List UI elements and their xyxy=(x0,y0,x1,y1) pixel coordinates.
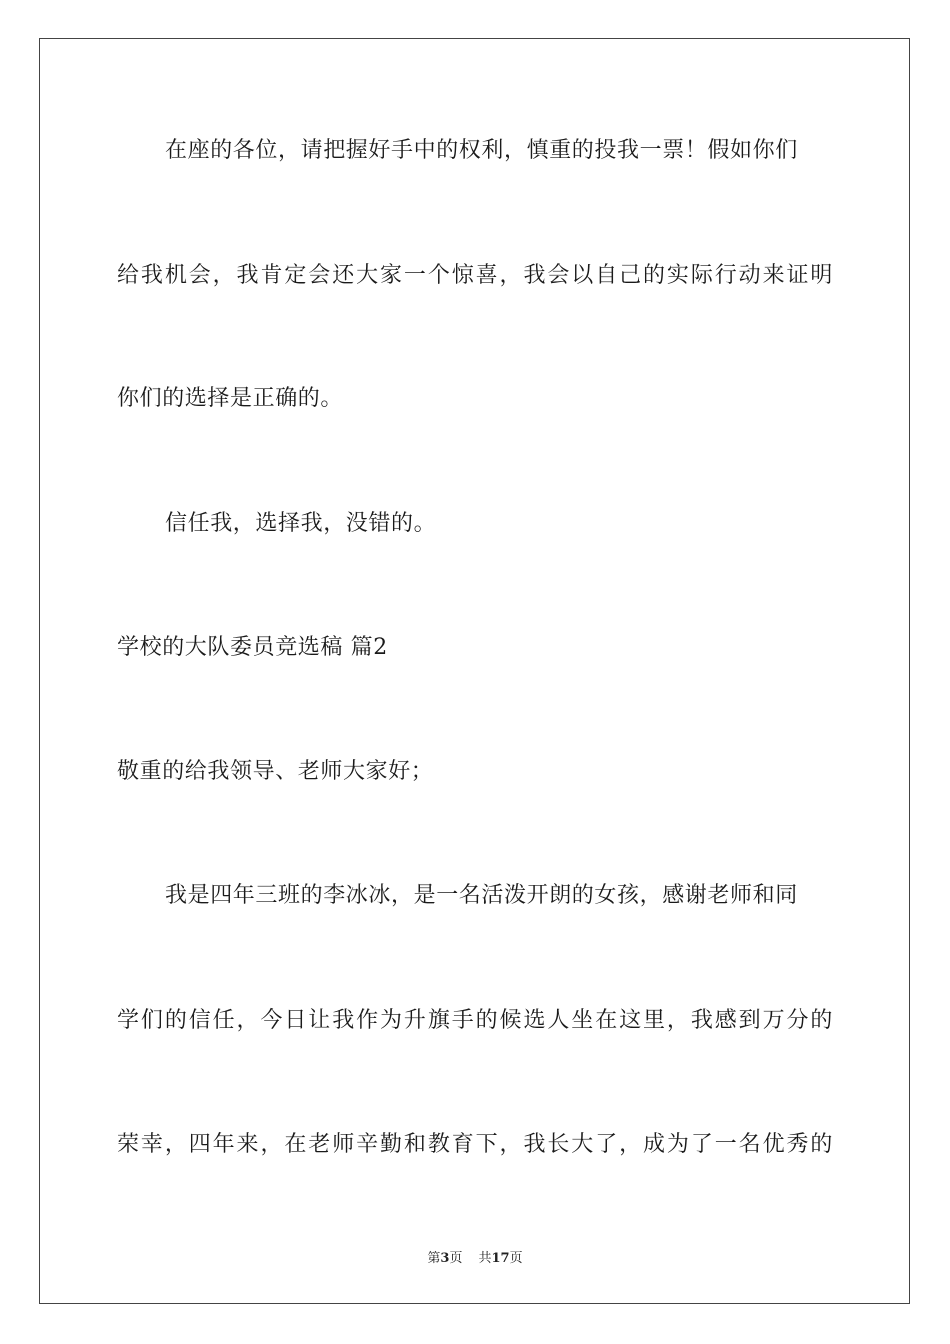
page-border xyxy=(39,38,910,1304)
section-heading: 学校的大队委员竞选稿 篇2 xyxy=(117,635,388,660)
paragraph-line-9: 荣幸，四年来，在老师辛勤和教育下，我长大了，成为了一名优秀的 xyxy=(117,1132,833,1157)
paragraph-line-3: 你们的选择是正确的。 xyxy=(117,386,344,411)
page-suffix: 页 xyxy=(449,1251,463,1266)
paragraph-line-8: 学们的信任，今日让我作为升旗手的候选人坐在这里，我感到万分的 xyxy=(117,1008,833,1033)
total-prefix: 共 xyxy=(478,1251,492,1266)
paragraph-line-2: 给我机会，我肯定会还大家一个惊喜，我会以自己的实际行动来证明 xyxy=(117,263,833,288)
paragraph-line-4: 信任我，选择我，没错的。 xyxy=(165,511,437,536)
greeting-line: 敬重的给我领导、老师大家好； xyxy=(117,759,434,784)
paragraph-line-1: 在座的各位，请把握好手中的权利，慎重的投我一票！假如你们 xyxy=(165,138,798,163)
total-pages: 17 xyxy=(491,1251,510,1266)
page-number: 3 xyxy=(440,1251,450,1266)
total-suffix: 页 xyxy=(509,1251,523,1266)
paragraph-line-7: 我是四年三班的李冰冰，是一名活泼开朗的女孩，感谢老师和同 xyxy=(165,883,798,908)
page-prefix: 第 xyxy=(427,1251,441,1266)
page-footer xyxy=(0,1247,950,1266)
